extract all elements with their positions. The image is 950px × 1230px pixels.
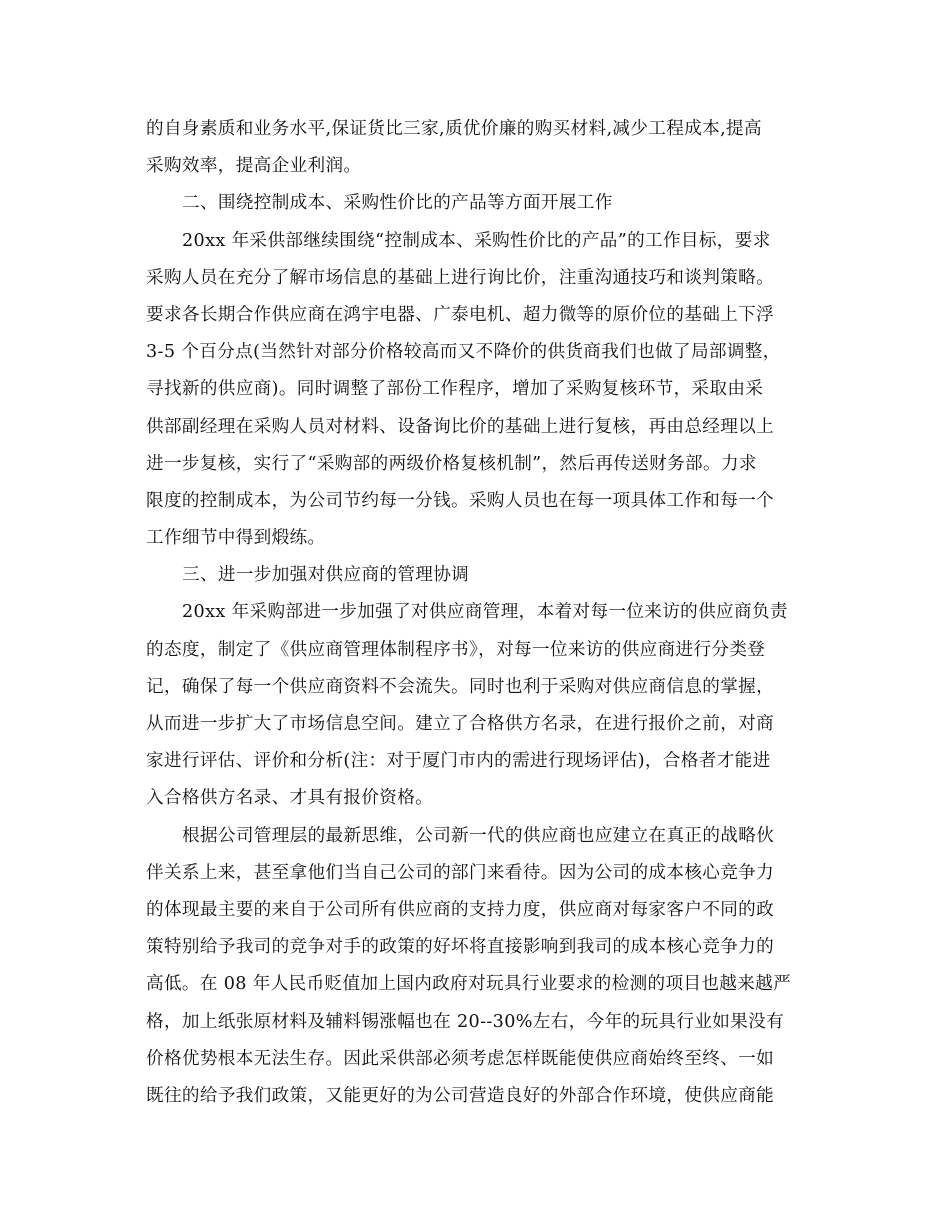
text-line: 工作细节中得到煅练。 [146,528,326,549]
text-line: 的自身素质和业务水平,保证货比三家,质优价廉的购买材料,减少工程成本,提高 [146,119,762,139]
text-line: 入合格供方名录、才具有报价资格。 [146,788,434,809]
text-line: 的体现最主要的来自于公司所有供应商的支持力度，供应商对每家客户不同的政 [146,899,775,920]
section-heading: 二、围绕控制成本、采购性价比的产品等方面开展工作 [182,193,613,214]
text-line: 价格优势根本无法生存。因此采供部必须考虑怎样既能使供应商始终至终、一如 [146,1048,775,1069]
document-body [146,111,814,1115]
text-line: 根据公司管理层的最新思维，公司新一代的供应商也应建立在真正的战略伙 [182,825,775,846]
text-line: 采购人员在充分了解市场信息的基础上进行询比价，注重沟通技巧和谈判策略。 [146,267,775,288]
text-line: 采购效率，提高企业利润。 [146,156,362,177]
text-line: 限度的控制成本，为公司节约每一分钱。采购人员也在每一项具体工作和每一个 [146,490,775,511]
text-line: 家进行评估、评价和分析(注：对于厦门市内的需进行现场评估)，合格者才能进 [146,751,771,772]
text-line: 从而进一步扩大了市场信息空间。建立了合格供方名录，在进行报价之前，对商 [146,714,775,734]
text-line: 的态度，制定了《供应商管理体制程序书》，对每一位来访的供应商进行分类登 [146,639,766,660]
text-line: 20xx 年采供部继续围绕“控制成本、采购性价比的产品”的工作目标，要求 [182,230,771,251]
text-line: 伴关系上来，甚至拿他们当自己公司的部门来看待。因为公司的成本核心竞争力 [146,862,775,883]
text-line: 3-5 个百分点(当然针对部分价格较高而又不降价的供货商我们也做了局部调整， [146,342,781,363]
text-line: 高低。在 08 年人民币贬值加上国内政府对玩具行业要求的检测的项目也越来越严 [146,974,792,995]
text-line: 策特别给予我司的竞争对手的政策的好坏将直接影响到我司的成本核心竞争力的 [146,937,775,958]
text-line: 寻找新的供应商)。同时调整了部份工作程序，增加了采购复核环节，采取由采 [146,379,764,400]
text-line: 既往的给予我们政策，又能更好的为公司营造良好的外部合作环境，使供应商能 [146,1085,775,1106]
text-line: 进一步复核，实行了“采购部的两级价格复核机制”，然后再传送财务部。力求 [146,453,757,474]
text-line: 格，加上纸张原材料及辅料锡涨幅也在 20--30%左右，今年的玩具行业如果没有 [146,1011,785,1032]
section-heading: 三、进一步加强对供应商的管理协调 [182,565,470,586]
text-line: 要求各长期合作供应商在鸿宇电器、广泰电机、超力微等的原价位的基础上下浮 [146,304,775,325]
text-line: 记，确保了每一个供应商资料不会流失。同时也利于采购对供应商信息的掌握， [146,676,775,697]
text-line: 20xx 年采购部进一步加强了对供应商管理，本着对每一位来访的供应商负责 [182,602,788,623]
text-line: 供部副经理在采购人员对材料、设备询比价的基础上进行复核，再由总经理以上 [146,416,775,437]
